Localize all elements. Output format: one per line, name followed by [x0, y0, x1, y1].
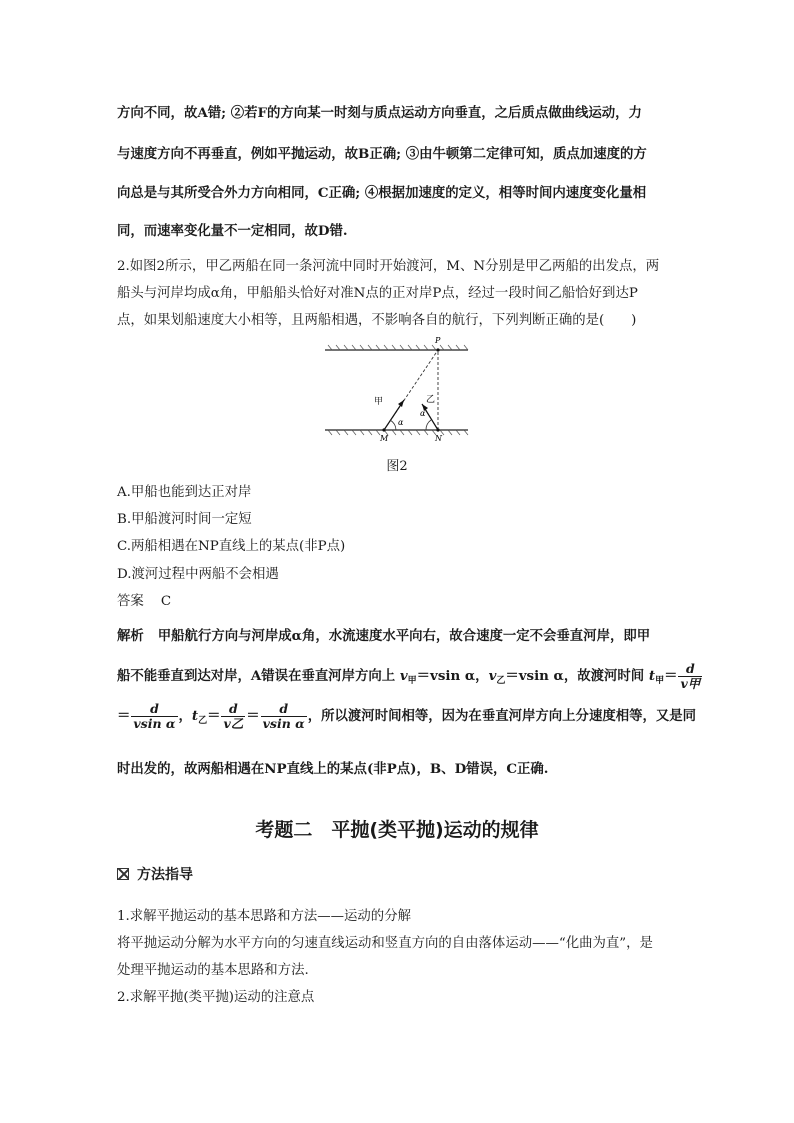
- option-d: D.渡河过程中两船不会相遇: [117, 567, 279, 582]
- fraction-2-num: d: [131, 702, 177, 717]
- analysis-line-3: [117, 702, 696, 731]
- section-title: 考题二 平抛(类平抛)运动的规律: [255, 819, 539, 841]
- answer-value: C: [160, 594, 172, 609]
- figure-caption: 图2: [386, 459, 408, 474]
- prev-solution-line-2: 与速度方向不再垂直，例如平抛运动，故B正确; ③由牛顿第二定律可知，质点加速度的方: [117, 146, 647, 162]
- fraction-1-num: d: [678, 662, 702, 677]
- analysis-text-3: ，所以渡河时间相等，因为在垂直河岸方向上分速度相等，又是同: [307, 707, 697, 724]
- t-yi-sub: 乙: [198, 715, 208, 726]
- prev-solution-line-4: 同，而速率变化量不一定相同，故D错.: [117, 223, 348, 239]
- fraction-4-den: vsin α: [262, 715, 305, 731]
- eq-6: ＝: [207, 707, 221, 724]
- eq-1: ＝vsin α，: [416, 667, 489, 684]
- question-line-3: 点，如果划船速度大小相等，且两船相遇，不影响各自的航行，下列判断正确的是( ): [117, 313, 637, 328]
- method-guide-heading: [117, 864, 193, 884]
- fraction-3-den: v乙: [223, 715, 244, 731]
- eq-3: ＝: [664, 667, 678, 684]
- fraction-1-den: v甲: [680, 675, 701, 691]
- label-M: M: [380, 434, 389, 443]
- v-yi: v: [488, 667, 497, 684]
- answer-label: 答案: [117, 594, 144, 609]
- answer-line: [117, 590, 171, 609]
- option-c: C.两船相遇在NP直线上的某点(非P点): [117, 539, 346, 554]
- option-b: B.甲船渡河时间一定短: [117, 512, 252, 527]
- t-jia: t: [648, 667, 656, 684]
- section-paragraph-2a: 将平抛运动分解为水平方向的匀速直线运动和竖直方向的自由落体运动——“化曲为直”，是: [117, 936, 653, 951]
- fraction-4: [261, 702, 307, 731]
- eq-2: ＝vsin α，故渡河时间: [505, 667, 649, 684]
- question-line-2: 船头与河岸均成α角，甲船船头恰好对准N点的正对岸P点，经过一段时间乙船恰好到达P: [117, 286, 638, 301]
- label-jia: 甲: [374, 397, 384, 407]
- label-alpha-2: α: [420, 409, 426, 418]
- section-paragraph-2b: 处理平抛运动的基本思路和方法.: [117, 963, 309, 978]
- section-paragraph-3: 2.求解平抛(类平抛)运动的注意点: [117, 990, 315, 1005]
- v-jia: v: [399, 667, 408, 684]
- fraction-1: [678, 662, 702, 691]
- fraction-2-den: vsin α: [133, 715, 176, 731]
- crossed-square-icon: [117, 868, 129, 880]
- prev-solution-line-1: 方向不同，故A错; ②若F的方向某一时刻与质点运动方向垂直，之后质点做曲线运动，力: [117, 105, 642, 121]
- fraction-3: [221, 702, 245, 731]
- fraction-3-num: d: [221, 702, 245, 717]
- fraction-2: [131, 702, 177, 731]
- label-N: N: [435, 434, 442, 443]
- question-line-1: 2.如图2所示，甲乙两船在同一条河流中同时开始渡河，M、N分别是甲乙两船的出发点，两: [117, 259, 660, 274]
- analysis-text-1: 甲船航行方向与河岸成α角，水流速度水平向右，故合速度一定不会垂直河岸，即甲: [157, 628, 651, 644]
- v-jia-sub: 甲: [407, 675, 417, 686]
- analysis-line-2: [117, 662, 703, 691]
- option-a: A.甲船也能到达正对岸: [117, 485, 252, 500]
- eq-7: ＝: [246, 707, 260, 724]
- t-yi: t: [191, 707, 199, 724]
- analysis-text-2a: 船不能垂直到达对岸，A错误在垂直河岸方向上: [117, 667, 396, 684]
- label-alpha-1: α: [398, 418, 404, 427]
- prev-solution-line-3: 向总是与其所受合外力方向相同，C正确; ④根据加速度的定义，相等时间内速度变化量相: [117, 185, 647, 201]
- river-diagram: [320, 334, 470, 448]
- method-guide-label: 方法指导: [137, 867, 193, 883]
- t-jia-sub: 甲: [655, 675, 665, 686]
- v-yi-sub: 乙: [496, 675, 506, 686]
- label-P: P: [435, 336, 441, 345]
- analysis-label: 解析: [117, 628, 144, 644]
- analysis-line-1: [117, 625, 650, 644]
- eq-4: ＝: [117, 707, 131, 724]
- analysis-line-4: 时出发的，故两船相遇在NP直线上的某点(非P点)，B、D错误，C正确.: [117, 761, 549, 777]
- eq-5: ，: [178, 707, 192, 724]
- fraction-4-num: d: [261, 702, 307, 717]
- section-paragraph-1: 1.求解平抛运动的基本思路和方法——运动的分解: [117, 909, 411, 924]
- label-yi: 乙: [426, 395, 436, 405]
